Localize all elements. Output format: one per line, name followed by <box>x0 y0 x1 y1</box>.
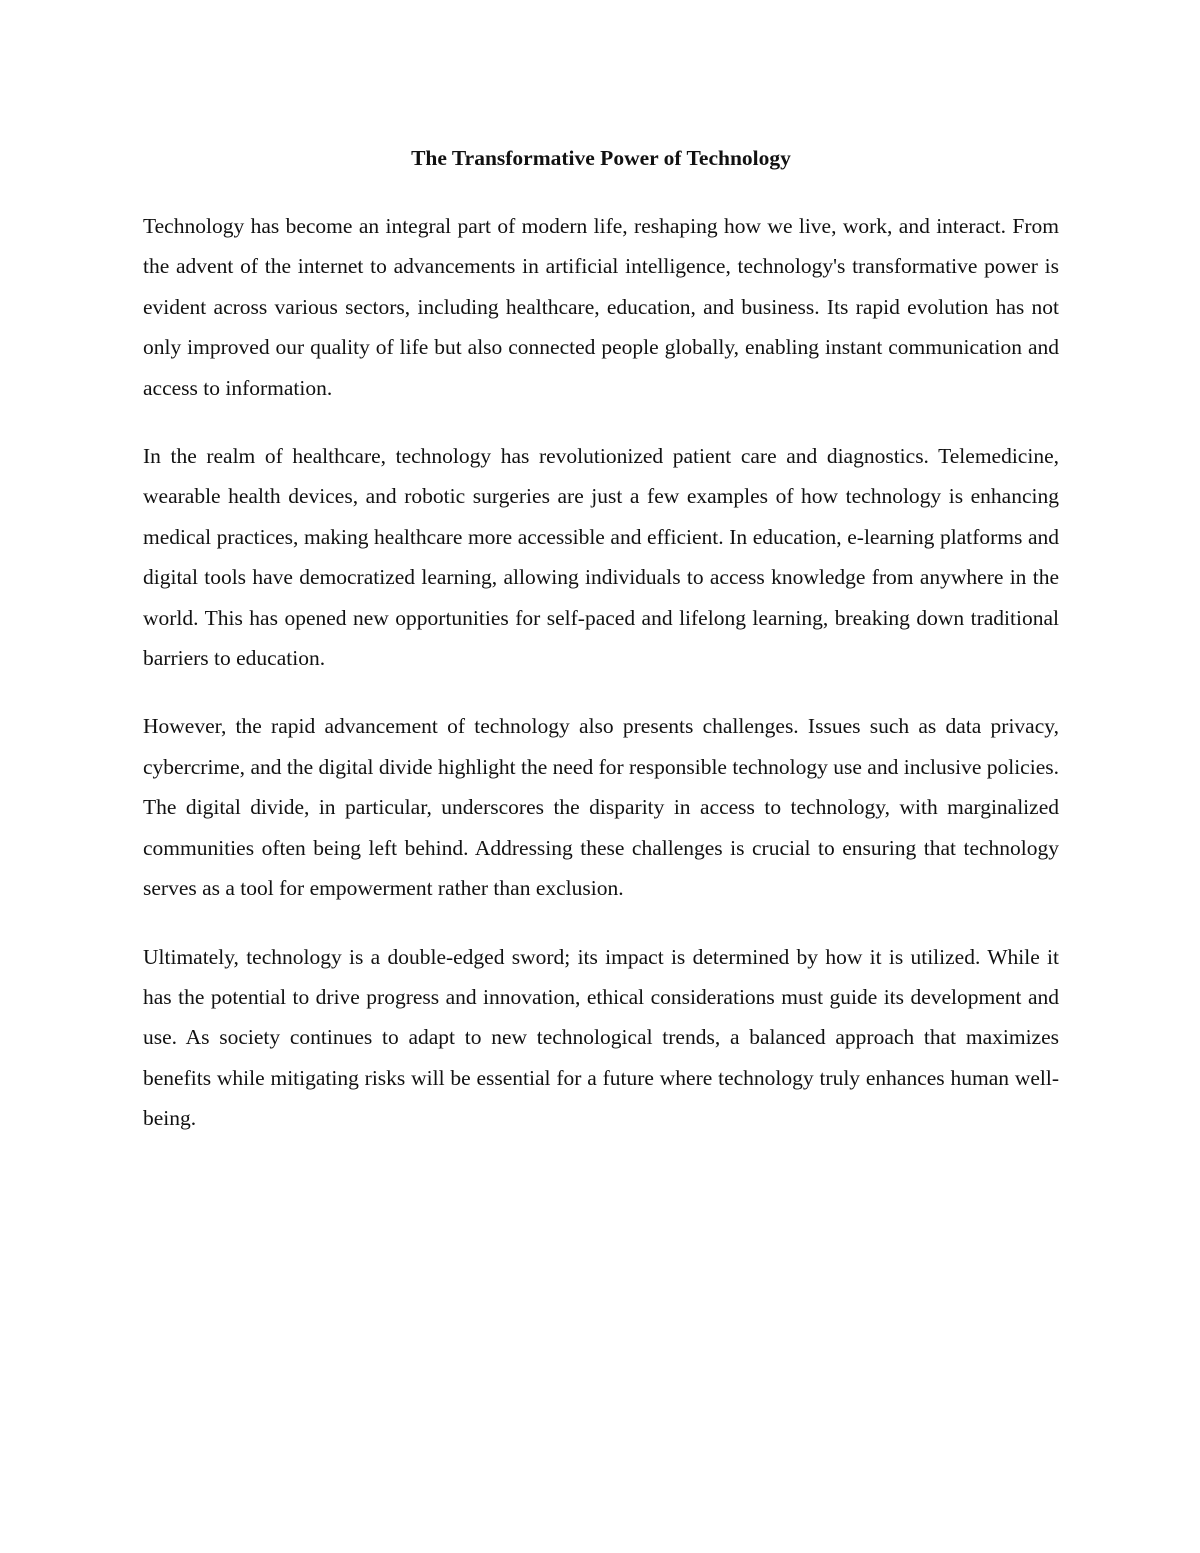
paragraph-introduction: Technology has become an integral part of modern life, reshaping how we live, work, and interact. From the advent of the internet to advancements in artificial intelligence, technology's transformative power is evident across various sectors, including healthcare, education, and business. Its rapid evolution has not only improved our quality of life but also connected people globally, enabling instant communication and access to information. <box>143 214 1059 400</box>
paragraph-conclusion: Ultimately, technology is a double-edged sword; its impact is determined by how it is utilized. While it has the potential to drive progress and innovation, ethical considerations must guide its development and use. As society continues to adapt to new technological trends, a balanced approach that maximizes benefits while mitigating risks will be essential for a future where technology truly enhances human well-being. <box>143 944 1059 1131</box>
paragraph-challenges: However, the rapid advancement of technology also presents challenges. Issues such as data privacy, cybercrime, and the digital divide highlight the need for responsible technology use and inclusive policies. The digital divide, in particular, underscores the disparity in access to technology, with marginalized communities often being left behind. Addressing these challenges is crucial to ensuring that technology serves as a tool for empowerment rather than exclusion. <box>143 714 1059 901</box>
document-body <box>143 140 1059 1167</box>
page-title: The Transformative Power of Technology <box>411 146 791 170</box>
paragraph-healthcare-education: In the realm of healthcare, technology has revolutionized patient care and diagnostics. Telemedicine, wearable health devices, and robotic surgeries are just a few examples of how technology is enhancing medical practices, making healthcare more accessible and efficient. In education, e-learning platforms and digital tools have democratized learning, allowing individuals to access knowledge from anywhere in the world. This has opened new opportunities for self-paced and lifelong learning, breaking down traditional barriers to education. <box>143 444 1059 671</box>
